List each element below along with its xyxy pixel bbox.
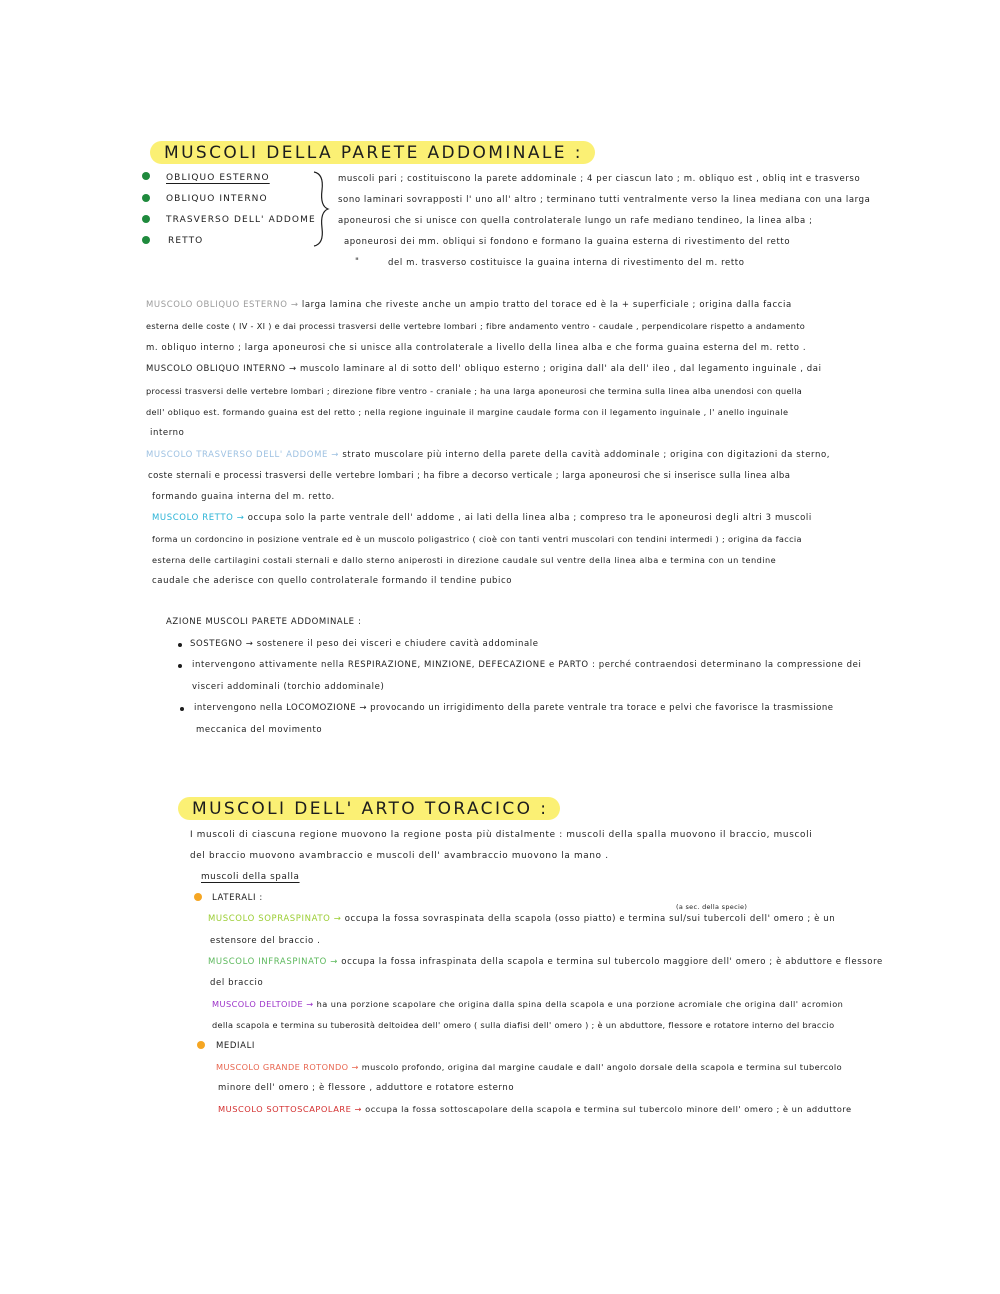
note-line: muscoli pari ; costituiscono la parete addominale ; 4 per ciascun lato ; m. obliquo est , obliq int e trasverso: [338, 174, 861, 184]
paragraph-text: muscolo profondo, origina dal margine caudale e dall' angolo dorsale della scapola e termina sul tubercolo: [361, 1062, 842, 1072]
subheading-spalla: muscoli della spalla: [201, 872, 300, 882]
intro-line: I muscoli di ciascuna regione muovono la regione posta più distalmente : muscoli della spalla muovono il braccio, muscoli: [190, 830, 813, 840]
muscle-label-deltoide: MUSCOLO DELTOIDE →: [212, 999, 314, 1009]
paragraph-text: occupa la fossa infraspinata della scapola e termina sul tubercolo maggiore dell' omero ; è abduttore e flessore: [341, 957, 883, 967]
mediali-label: MEDIALI: [216, 1041, 256, 1051]
list-bullet: [142, 215, 150, 223]
azione-item: intervengono nella LOCOMOZIONE → provocando un irrigidimento della parete ventrale tra torace e pelvi che favorisce la trasmissione: [194, 703, 834, 713]
muscle-paragraph-line: [208, 957, 883, 967]
muscle-paragraph-line: [146, 450, 830, 460]
paragraph-text: dell' obliquo est. formando guaina est del retto ; nella regione inguinale il margine caudale forma con il legamento inguinale , l' anello inguinale: [146, 407, 789, 417]
intro-line: del braccio muovono avambraccio e muscoli dell' avambraccio muovono la mano .: [190, 851, 609, 861]
list-bullet: [197, 1041, 205, 1049]
muscle-list-item: TRASVERSO DELL' ADDOME: [166, 215, 316, 225]
muscle-list-item: RETTO: [168, 236, 204, 246]
list-bullet: [142, 236, 150, 244]
azione-item: visceri addominali (torchio addominale): [192, 682, 385, 692]
muscle-label-sottoscapolare: MUSCOLO SOTTOSCAPOLARE →: [218, 1104, 362, 1114]
muscle-label-sopraspinato: MUSCOLO SOPRASPINATO →: [208, 914, 342, 924]
azione-heading: AZIONE MUSCOLI PARETE ADDOMINALE :: [166, 617, 362, 627]
muscle-paragraph-line: [208, 914, 835, 924]
paragraph-text: minore dell' omero ; è flessore , adduttore e rotatore esterno: [218, 1083, 515, 1093]
muscle-paragraph-line: [216, 1062, 842, 1072]
note-line: del m. trasverso costituisce la guaina interna di rivestimento del m. retto: [388, 258, 745, 268]
muscle-label-grande-rotondo: MUSCOLO GRANDE ROTONDO →: [216, 1062, 359, 1072]
paragraph-text: caudale che aderisce con quello controlaterale formando il tendine pubico: [152, 576, 513, 586]
list-bullet: [180, 707, 184, 711]
paragraph-text: ha una porzione scapolare che origina dalla spina della scapola e una porzione acromiale che origina dall' acromion: [316, 999, 844, 1009]
paragraph-text: estensore del braccio .: [210, 936, 321, 946]
paragraph-text: larga lamina che riveste anche un ampio tratto del torace ed è la + superficiale ; origina dalla faccia: [301, 300, 792, 310]
paragraph-text: della scapola e termina su tuberosità deltoidea dell' omero ( sulla diafisi dell' omero ) ; è un abduttore, flessore e rotatore interno del braccio: [212, 1020, 835, 1030]
muscle-list-item: OBLIQUO INTERNO: [166, 194, 268, 204]
muscle-paragraph-line: [212, 999, 843, 1009]
section-title-parete-addominale: MUSCOLI DELLA PARETE ADDOMINALE :: [150, 141, 595, 164]
azione-item: SOSTEGNO → sostenere il peso dei visceri e chiudere cavità addominale: [190, 639, 539, 649]
muscle-label-infraspinato: MUSCOLO INFRASPINATO →: [208, 957, 338, 967]
list-bullet: [194, 893, 202, 901]
muscle-paragraph-line: [146, 300, 792, 310]
note-line: sono laminari sovrapposti l' uno all' altro ; terminano tutti ventralmente verso la linea mediana con una larga: [338, 195, 871, 205]
section-title-arto-toracico: MUSCOLI DELL' ARTO TORACICO :: [178, 797, 560, 820]
list-bullet: [178, 664, 182, 668]
paragraph-text: occupa solo la parte ventrale dell' addome , ai lati della linea alba ; compreso tra le aponeurosi degli altri 3 muscoli: [247, 513, 812, 523]
species-note: (a sec. della specie): [676, 903, 748, 911]
note-line: aponeurosi che si unisce con quella controlaterale lungo un rafe mediano tendineo, la linea alba ;: [338, 216, 813, 226]
paragraph-text: forma un cordoncino in posizione ventrale ed è un muscolo poligastrico ( cioè con tanti ventri muscolari con tendini intermedi ) ; origina da faccia: [152, 534, 802, 544]
ditto-mark: ": [355, 257, 360, 267]
paragraph-text: occupa la fossa sottoscapolare della scapola e termina sul tubercolo minore dell' omero ; è un adduttore: [365, 1104, 852, 1114]
list-bullet: [142, 172, 150, 180]
paragraph-text: muscolo laminare al di sotto dell' obliquo esterno ; origina dall' ala dell' ileo , dal legamento inguinale , dai: [300, 364, 822, 374]
azione-item: intervengono attivamente nella RESPIRAZIONE, MINZIONE, DEFECAZIONE e PARTO : perché contraendosi determinano la compressione dei: [192, 660, 862, 670]
laterali-label: LATERALI :: [212, 893, 263, 903]
paragraph-text: del braccio: [210, 978, 264, 988]
paragraph-text: processi trasversi delle vertebre lombari ; direzione fibre ventro - craniale ; ha una larga aponeurosi che termina sulla linea alba unendosi con quella: [146, 386, 803, 396]
muscle-label-trasverso: MUSCOLO TRASVERSO DELL' ADDOME →: [146, 450, 339, 460]
paragraph-text: esterna delle coste ( IV - XI ) e dai processi trasversi delle vertebre lombari ; fibre andamento ventro - caudale , perpendicolare rispetto a andamento: [146, 321, 806, 331]
muscle-paragraph-line: [218, 1104, 852, 1114]
muscle-label-obliquo-esterno: MUSCOLO OBLIQUO ESTERNO →: [146, 300, 299, 310]
paragraph-text: occupa la fossa sovraspinata della scapola (osso piatto) e termina sul/sui tubercoli dell' omero ; è un: [344, 914, 836, 924]
paragraph-text: coste sternali e processi trasversi delle vertebre lombari ; ha fibre a decorso verticale ; larga aponeurosi che si inserisce sulla linea alba: [148, 471, 791, 481]
list-bullet: [178, 643, 182, 647]
curly-brace-icon: [308, 170, 332, 248]
paragraph-text: strato muscolare più interno della parete della cavità addominale ; origina con digitazioni da sterno,: [342, 450, 831, 460]
paragraph-text: formando guaina interna del m. retto.: [152, 492, 335, 502]
azione-item: meccanica del movimento: [196, 725, 323, 735]
muscle-label-retto: MUSCOLO RETTO →: [152, 513, 245, 523]
paragraph-text: interno: [150, 428, 185, 438]
note-line: aponeurosi dei mm. obliqui si fondono e formano la guaina esterna di rivestimento del retto: [344, 237, 791, 247]
muscle-paragraph-line: [146, 364, 822, 374]
muscle-list-item: OBLIQUO ESTERNO: [166, 173, 270, 183]
paragraph-text: m. obliquo interno ; larga aponeurosi che si unisce alla controlaterale a livello della linea alba e che forma guaina esterna del m. retto .: [146, 343, 807, 353]
muscle-paragraph-line: [152, 513, 812, 523]
muscle-label-obliquo-interno: MUSCOLO OBLIQUO INTERNO →: [146, 364, 297, 374]
list-bullet: [142, 194, 150, 202]
paragraph-text: esterna delle cartilagini costali sternali e dallo sterno aniperosti in direzione caudale sul ventre della linea alba e termina con un tendine: [152, 555, 777, 565]
